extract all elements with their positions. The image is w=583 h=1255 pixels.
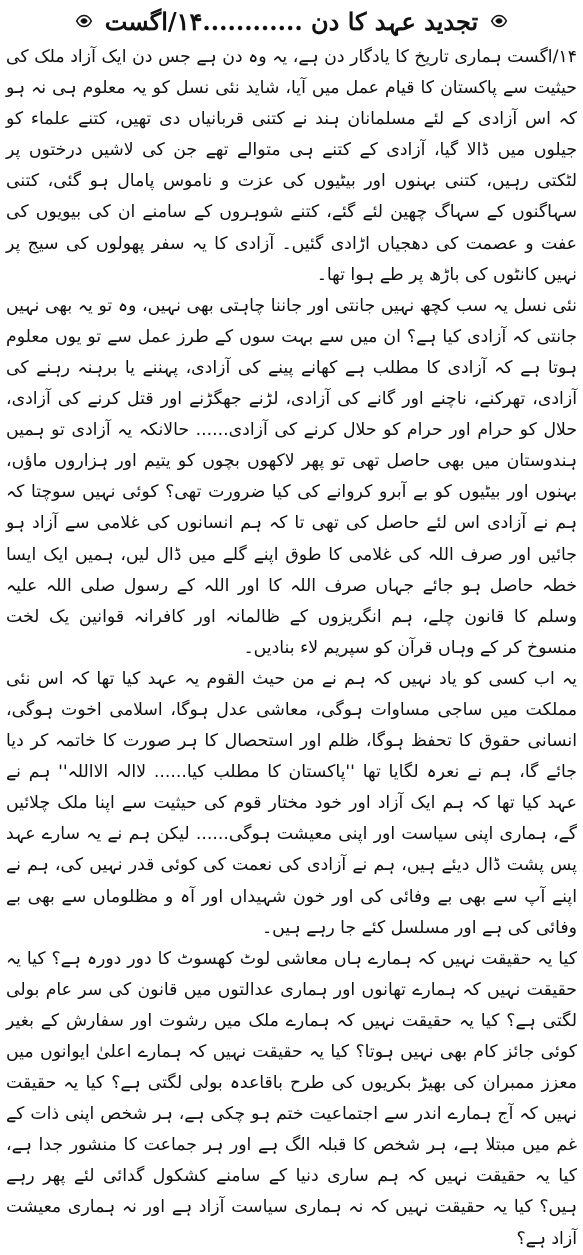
paragraph-4: کیا یہ حقیقت نہیں کہ ہمارے ہاں معاشی لوٹ کھسوٹ کا دور دورہ ہے؟ کیا یہ حقیقت نہیں کہ ہمارے تھانوں اور ہماری عدالتوں میں قانون کی سر عام بولی لگتی ہے؟ کیا یہ حقیقت نہیں کہ ہمارے ملک میں رشوت اور سفارش کے بغیر کوئی جائز کام بھی نہیں ہوتا؟ کیا یہ حقیقت نہیں کہ ہمارے اعلیٰ ایوانوں میں معزز ممبران کی بھیڑ بکریوں کی طرح باقاعدہ بولی لگتی ہے؟ کیا یہ حقیقت نہیں کہ آج ہمارے اندر سے اجتماعیت ختم ہو چکی ہے، ہر شخص اپنی ذات کے غم میں مبتلا ہے، ہر شخص کا قبلہ الگ ہے اور ہر جماعت کا منشور جدا ہے، کیا یہ حقیقت نہیں کہ ہم ساری دنیا کے سامنے کشکول گدائی لئے پھر رہے ہیں؟ کیا یہ حقیقت نہیں کہ نہ ہماری سیاست آزاد ہے اور نہ ہماری معیشت آزاد ہے؟ [6, 948, 577, 1249]
article-body [6, 42, 577, 1255]
paragraph-1: ۱۴/اگست ہماری تاریخ کا یادگار دن ہے، یہ وہ دن ہے جس دن ایک آزاد ملک کی حیثیت سے پاکستان کا قیام عمل میں آیا، شاید نئی نسل کو یہ معلوم ہی نہ ہو کہ اس آزادی کے لئے مسلمانان ہند نے کتنی قربانیاں دی تھیں، کتنے علماء کو جیلوں میں ڈالا گیا، آزادی کے کتنے ہی متوالے تھے جن کی لاشیں درختوں پر لٹکتی رہیں، کتنی بہنوں اور بیٹیوں کی عزت و ناموس پامال ہو گئی، کتنی سہاگنوں کے سہاگ چھین لئے گئے، کتنے شوہروں کے سامنے ان کی بیویوں کی عفت و عصمت کی دھجیاں اڑادی گئیں۔ آزادی کا یہ سفر پھولوں کی سیج پر نہیں کانٹوں کی باڑھ پر طے ہوا تھا۔ [6, 47, 577, 285]
title-wrap [65, 3, 518, 40]
article-header [6, 0, 577, 42]
decorative-ornament-icon [488, 10, 510, 32]
page-title: تجدید عہد کا دن ............۱۴/اگست [104, 6, 479, 36]
paragraph-3: یہ اب کسی کو یاد نہیں کہ ہم نے من حیث القوم یہ عہد کیا تھا کہ اس نئی مملکت میں ساجی مساوات ہوگی، معاشی عدل ہوگا، اسلامی اخوت ہوگی، انسانی حقوق کا تحفظ ہوگا، ظلم اور استحصال کا ہر صورت کا خاتمہ کر دیا جائے گا، ہم نے نعرہ لگایا تھا ''پاکستان کا مطلب کیا...... لاالہ الااللہ'' ہم نے عہد کیا تھا کہ ہم ایک آزاد اور خود مختار قوم کی حیثیت سے اپنا ملک چلائیں گے، ہماری اپنی سیاست اور اپنی معیشت ہوگی...... لیکن ہم نے یہ سارے عہد پس پشت ڈال دیئے ہیں، ہم نے آزادی کی نعمت کی کوئی قدر نہیں کی، ہم نے اپنے آپ سے بھی بے وفائی کی اور خون شہیداں اور آہ و مظلوماں سے بھی بے وفائی کی ہے اور مسلسل کئے جا رہے ہیں۔ [6, 668, 577, 938]
paragraph-2: نئی نسل یہ سب کچھ نہیں جانتی اور جاننا چاہتی بھی نہیں، وہ تو یہ بھی نہیں جانتی کہ آزادی کیا ہے؟ ان میں سے بہت سوں کے طرز عمل سے تو یوں معلوم ہوتا ہے کہ آزادی کا مطلب ہے کھانے پینے کی آزادی، پہننے یا برہنہ رہنے کی آزادی، تھرکنے، ناچنے اور گانے کی آزادی، لڑنے جھگڑنے اور قتل کرنے کی آزادی، حلال کو حرام اور حرام کو حلال کرنے کی آزادی...... حالانکہ یہ آزادی تو ہمیں ہندوستان میں بھی حاصل تھی تو پھر لاکھوں بچوں کو یتیم اور ہزاروں ماؤں، بہنوں اور بیٹیوں کو بے آبرو کروانے کی کیا ضرورت تھی؟ کوئی نہیں سوچتا کہ ہم نے آزادی اس لئے حاصل کی تھی تا کہ ہم انسانوں کی غلامی سے آزاد ہو جائیں اور صرف اللہ کی غلامی کا طوق اپنے گلے میں ڈال لیں، ہمیں ایک ایسا خطہ حاصل ہو جائے جہاں صرف اللہ کا اور اللہ کے رسول صلی اللہ علیہ وسلم کا قانون چلے، ہم انگریزوں کے ظالمانہ اور کافرانہ قوانین یک لخت منسوخ کر کے وہاں قرآن کو سپریم لاء بنادیں۔ [6, 295, 577, 658]
decorative-ornament-icon [73, 10, 95, 32]
